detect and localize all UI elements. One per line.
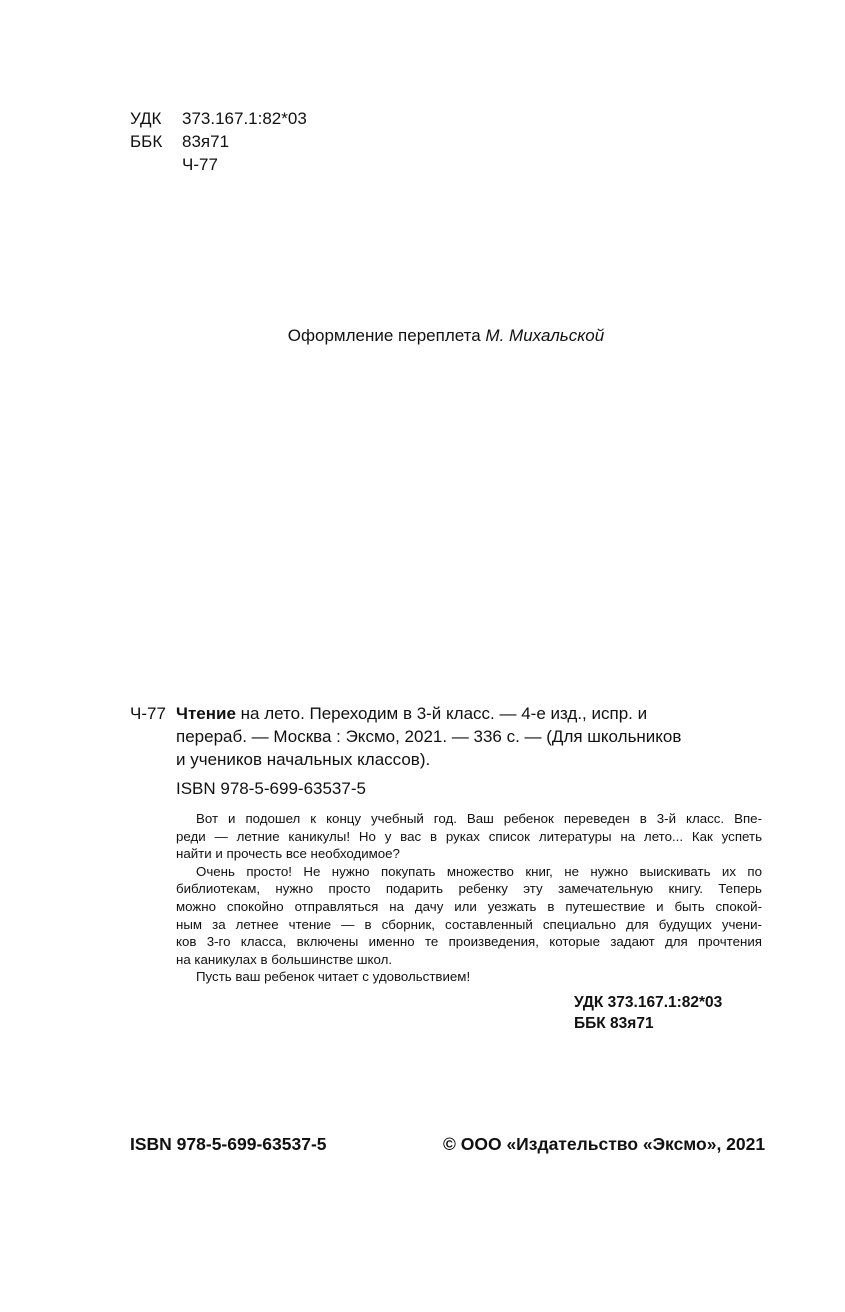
biblio-code: Ч-77 <box>130 704 166 723</box>
annotation-line: можно спокойно отправляться на дачу или уезжать в путешествие и быть спокой- <box>176 898 762 914</box>
biblio-line-1 <box>130 702 762 725</box>
codes-right <box>574 992 722 1034</box>
udk-code-bold: УДК 373.167.1:82*03 <box>574 994 723 1011</box>
binding-credit <box>0 325 845 347</box>
annotation-paragraph-3 <box>176 968 762 986</box>
annotation-paragraph-1 <box>176 810 762 863</box>
annotation-paragraph-2 <box>176 863 762 969</box>
annotation-line: ков 3-го класса, включены именно те произведения, которые задают для прочтения <box>176 934 762 950</box>
binding-designer: М. Михальской <box>485 326 605 345</box>
binding-credit-text: Оформление переплета <box>287 326 481 345</box>
footer-copyright: © ООО «Издательство «Эксмо», 2021 <box>443 1134 766 1154</box>
bibliographic-record <box>130 702 762 771</box>
annotation-line: библиотекам, нужно просто подарить ребенку эту замечательную книгу. Теперь <box>176 881 762 897</box>
annotation <box>176 810 762 986</box>
udk-label: УДК <box>130 109 162 128</box>
annotation-line: на каникулах в большинстве школ. <box>176 951 393 967</box>
annotation-line: Очень просто! Не нужно покупать множество книг, не нужно выискивать их по <box>196 863 762 879</box>
udk-value: 373.167.1:82*03 <box>182 109 307 128</box>
annotation-line: Пусть ваш ребенок читает с удовольствием! <box>196 969 471 985</box>
bbk-code-bold: ББК 83я71 <box>574 1015 654 1032</box>
udk-row <box>130 108 307 130</box>
author-mark: Ч-77 <box>182 155 218 174</box>
isbn-record: ISBN 978-5-699-63537-5 <box>176 779 366 798</box>
annotation-line: найти и прочесть все необходимое? <box>176 846 400 862</box>
bbk-row <box>130 131 229 153</box>
biblio-line-3: и учеников начальных классов). <box>176 750 431 769</box>
biblio-title: Чтение <box>176 704 236 723</box>
footer-isbn: ISBN 978-5-699-63537-5 <box>130 1134 327 1154</box>
biblio-line-2: перераб. — Москва : Эксмо, 2021. — 336 с. — (Для школьников <box>176 727 682 746</box>
biblio-line-1-rest: на лето. Переходим в 3-й класс. — 4-е изд., испр. и <box>240 704 648 723</box>
annotation-line: Вот и подошел к концу учебный год. Ваш ребенок переведен в 3-й класс. Впе- <box>196 811 762 826</box>
bbk-label: ББК <box>130 132 163 151</box>
bbk-value: 83я71 <box>182 132 230 151</box>
annotation-line: реди — летние каникулы! Но у вас в руках список литературы на лето... Как успеть <box>176 828 762 844</box>
annotation-line: ным за летнее чтение — в сборник, составленный специально для будущих учени- <box>176 916 762 932</box>
